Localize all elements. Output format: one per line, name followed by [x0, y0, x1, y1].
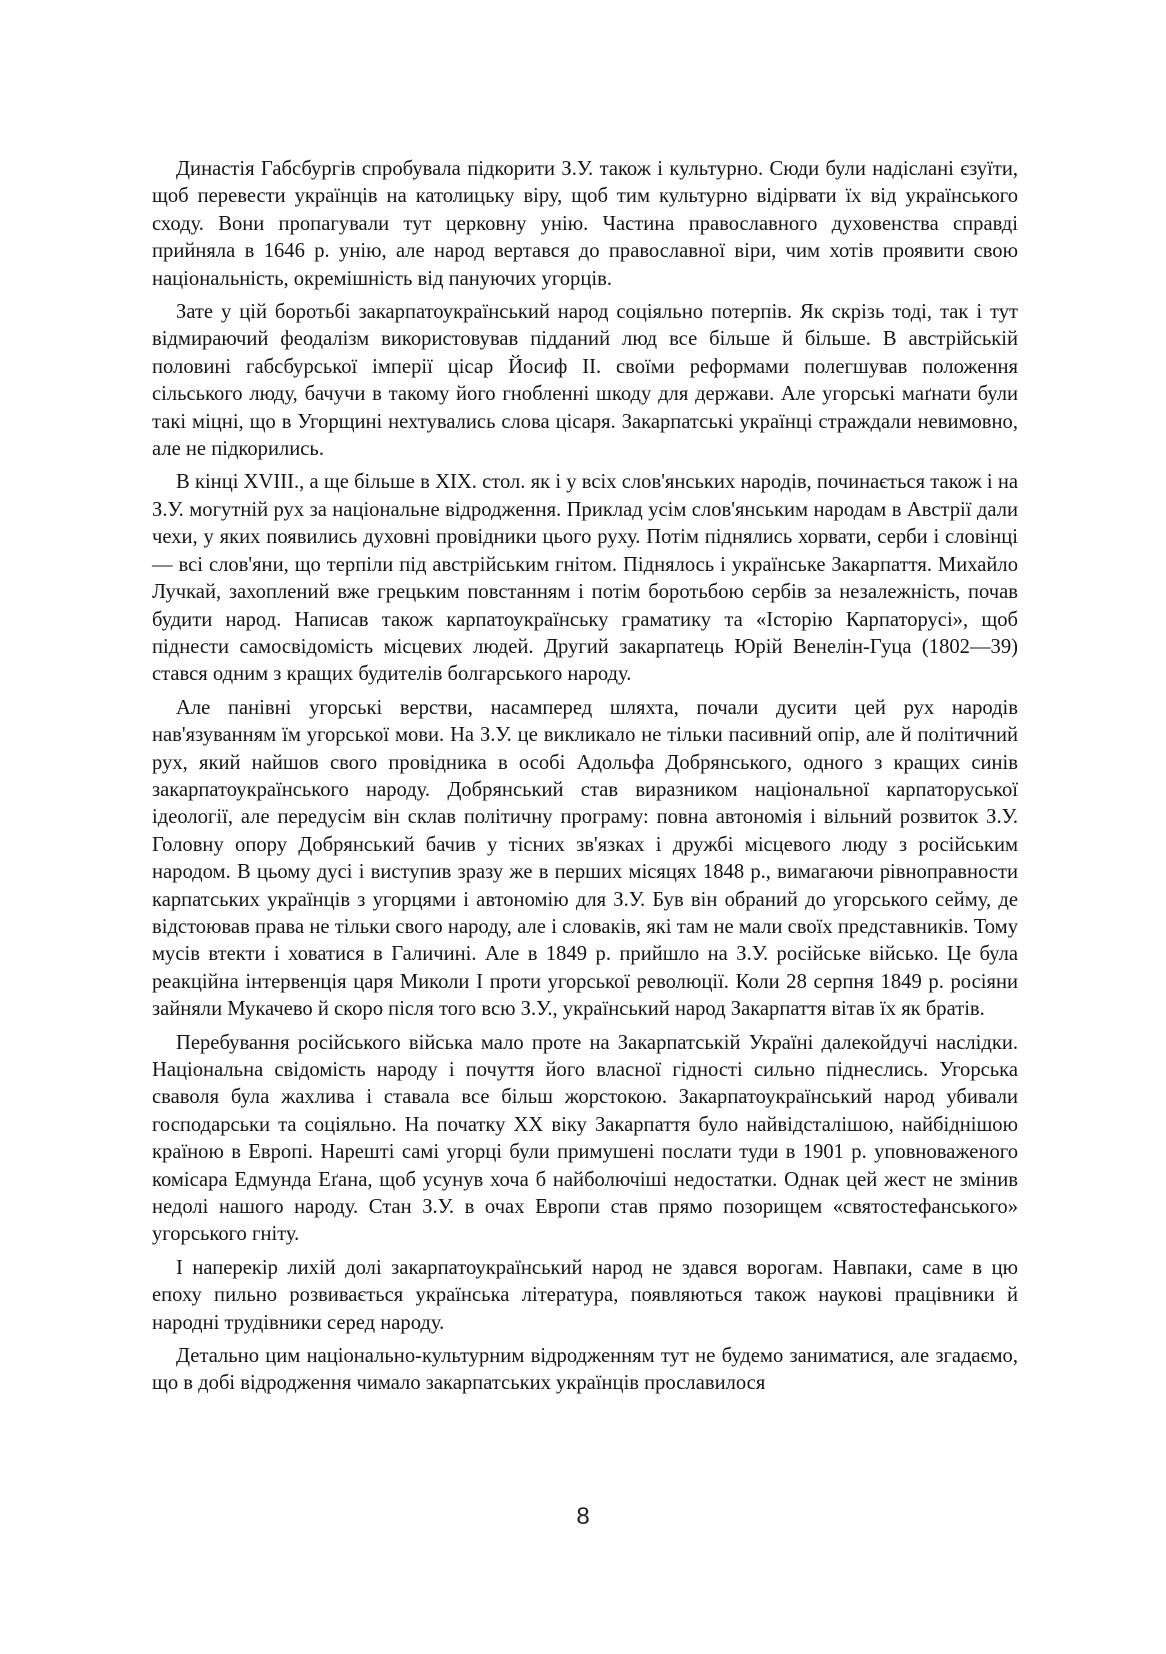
paragraph: Династія Габсбургів спробувала підкорити З.У. також і культурно. Сюди були надіслані єзуїти, щоб перевести українців на католицьку віру, щоб тим культурно відірвати їх від українського сходу. Вони пропагували тут церковну унію. Частина православного духовенства справді прийняла в 1646 р. унію, але народ вертався до православної віри, чим хотів проявити свою національність, окремішність від пануючих угорців.: [152, 158, 1018, 290]
page-body: [152, 156, 1018, 1404]
paragraph: Перебування російського війська мало проте на Закарпатській Україні далекойдучі наслідки. Національна свідомість народу і почуття його власної гідності сильно піднеслись. Угорська сваволя була жахлива і ставала все більш жорстокою. Закарпатоукраїнський народ убивали господарськи та соціяльно. На початку XX віку Закарпаття було найвідсталішою, найбіднішою країною в Европі. Нарешті самі угорці були примушені послати туди в 1901 р. уповноваженого комісара Едмунда Еґана, щоб усунув хоча б найболючіші недостатки. Однак цей жест не змінив недолі нашого народу. Стан З.У. в очах Европи став прямо позорищем «святостефанського» угорського гніту.: [152, 1031, 1018, 1246]
paragraph: Детально цим національно-культурним відродженням тут не будемо заниматися, але згадаємо, що в добі відродження чимало закарпатських українців прославилося: [152, 1345, 1018, 1395]
page-number: 8: [576, 1503, 590, 1530]
paragraph: І наперекір лихій долі закарпатоукраїнський народ не здався ворогам. Навпаки, саме в цю епоху пильно розвивається українська література, появляються також наукові працівники й народні трудівники серед народу.: [152, 1256, 1018, 1334]
paragraph: Зате у цій боротьбі закарпатоукраїнський народ соціяльно потерпів. Як скрізь тоді, так і тут відмираючий феодалізм використовував підданий люд все більше й більше. В австрійській половині габсбурської імперії цісар Йосиф II. своїми реформами полегшував положення сільського люду, бачучи в такому його гнобленні шкоду для держави. Але угорські маґнати були такі міцні, що в Угорщині нехтувались слова цісаря. Закарпатські українці страждали невимовно, але не підкорились.: [152, 301, 1018, 461]
paragraph: В кінці XVIII., а ще більше в XIX. стол. як і у всіх слов'янських народів, починається також і на З.У. могутній рух за національне відродження. Приклад усім слов'янським народам в Австрії дали чехи, у яких появились духовні провідники цього руху. Потім піднялись хорвати, серби і словінці — всі слов'яни, що терпіли під австрійським гнітом. Піднялось і українське Закарпаття. Михайло Лучкай, захоплений вже грецьким повстанням і потім боротьбою сербів за незалежність, почав будити народ. Написав також карпатоукраїнську граматику та «Історію Карпаторусі», щоб піднести самосвідомість місцевих людей. Другий закарпатець Юрій Венелін-Гуца (1802—39) стався одним з кращих будителів болгарського народу.: [152, 471, 1018, 686]
paragraph: Але панівні угорські верстви, насамперед шляхта, почали дусити цей рух народів нав'язуванням їм угорської мови. На З.У. це викликало не тільки пасивний опір, але й політичний рух, який найшов свого провідника в особі Адольфа Добрянського, одного з кращих синів закарпатоукраїнського народу. Добрянський став виразником національної карпаторуської ідеології, але передусім він склав політичну програму: повна автономія і вільний розвиток З.У. Головну опору Добрянський бачив у тісних зв'язках і дружбі місцевого люду з російським народом. В цьому дусі і виступив зразу же в перших місяцях 1848 р., вимагаючи рівноправности карпатських українців з угорцями і автономію для З.У. Був він обраний до угорського сейму, де відстоював права не тільки свого народу, але і словаків, які там не мали своїх представників. Тому мусів втекти і ховатися в Галичині. Але в 1849 р. прийшло на З.У. російське військо. Це була реакційна інтервенція царя Миколи І проти угорської революції. Коли 28 серпня 1849 р. росіяни зайняли Мукачево й скоро після того всю З.У., український народ Закарпаття вітав їх як братів.: [152, 696, 1018, 1021]
